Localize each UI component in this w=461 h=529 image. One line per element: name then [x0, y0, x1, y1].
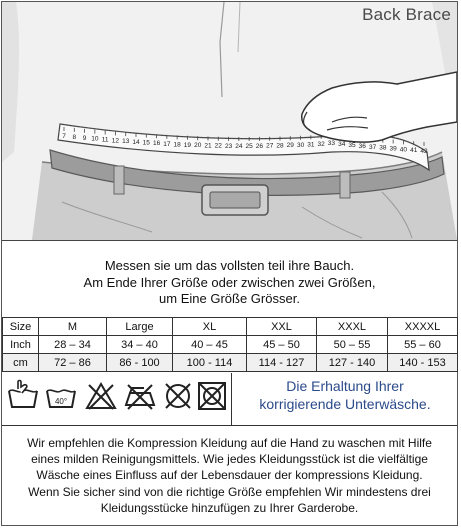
inch-row: [3, 336, 458, 354]
no-iron-icon: [122, 379, 158, 418]
recommendation-line: Wenn Sie sicher sind von die richtige Größe empfehlen Wir mindestens drei: [28, 484, 431, 499]
tape-number: 18: [173, 141, 181, 149]
tape-number: 21: [204, 142, 212, 150]
tape-number: 14: [132, 138, 140, 146]
size-cell: XXXXL: [388, 318, 458, 336]
recommendation-line: Wäsche eines Einfluss auf der Lebensdauer der kompressions Kleidung.: [36, 468, 423, 483]
recommendation-line: Kleidungsstücke hinzufügen zu Ihrer Garderobe.: [100, 500, 359, 515]
tape-number: 33: [327, 140, 336, 148]
inch-cell: 55 – 60: [388, 336, 458, 354]
tape-number: 31: [307, 141, 315, 149]
inch-cell: 34 – 40: [107, 336, 173, 354]
no-bleach-icon: [84, 379, 118, 418]
tape-number: 27: [266, 142, 274, 150]
tape-number: 30: [296, 141, 305, 149]
row-label: Size: [3, 318, 39, 336]
tape-number: 8: [72, 133, 77, 141]
tape-number: 35: [348, 141, 356, 149]
tape-number: 19: [183, 141, 192, 149]
tape-number: 40: [399, 146, 408, 154]
care-note-line: korrigierende Unterwäsche.: [259, 396, 431, 412]
cm-cell: 114 - 127: [247, 354, 317, 372]
tape-number: 34: [338, 140, 346, 148]
tape-number: 16: [152, 140, 161, 148]
inch-cell: 28 – 34: [39, 336, 107, 354]
cm-cell: 72 – 86: [39, 354, 107, 372]
instruction-line: Am Ende Ihrer Größe oder zwischen zwei Größen,: [83, 274, 376, 290]
tape-number: 29: [286, 142, 294, 150]
torso-drawing: [2, 2, 457, 240]
brand-label: Back Brace: [362, 5, 451, 24]
cm-cell: 100 - 114: [173, 354, 247, 372]
washing-recommendation: [2, 435, 457, 516]
care-note: [234, 377, 456, 413]
instruction-line: Messen sie um das vollsten teil ihre Bauch.: [104, 258, 355, 273]
row-label: cm: [3, 354, 39, 372]
recommendation-line: Wir empfehlen die Kompression Kleidung auf die Hand zu waschen mit Hilfe: [27, 436, 432, 450]
tape-number: 26: [255, 142, 264, 150]
inch-cell: 40 – 45: [173, 336, 247, 354]
tape-number: 15: [142, 139, 150, 147]
care-divider: [231, 373, 232, 425]
inch-cell: 50 – 55: [317, 336, 388, 354]
tape-number: 41: [410, 147, 418, 155]
product-info-card: [1, 1, 458, 526]
size-cell: M: [39, 318, 107, 336]
size-row: [3, 318, 458, 336]
cm-cell: 140 - 153: [388, 354, 458, 372]
wash-temperature: 40°: [54, 397, 68, 406]
tape-number: 17: [163, 140, 171, 148]
size-cell: XL: [173, 318, 247, 336]
size-chart-table: [2, 317, 458, 372]
care-section: [2, 373, 457, 426]
tape-number: 11: [101, 136, 109, 144]
tape-number: 10: [91, 135, 99, 143]
tape-number: 37: [368, 143, 377, 151]
tape-number: 23: [224, 142, 233, 150]
no-tumble-dry-icon: [195, 379, 229, 418]
measurement-instructions: [2, 258, 457, 308]
hand-wash-icon: [6, 379, 40, 418]
waist-measurement-illustration: [2, 2, 457, 241]
tape-number: 36: [358, 142, 366, 150]
tape-number: 9: [82, 134, 87, 142]
tape-number: 7: [62, 133, 66, 140]
care-note-line: Die Erhaltung Ihrer: [286, 378, 404, 394]
recommendation-line: eines milden Reinigungsmittels. Wie jedes Kleidungsstück ist die vielfältige: [31, 452, 428, 467]
cm-cell: 86 - 100: [107, 354, 173, 372]
no-dry-clean-icon: [161, 379, 195, 418]
instruction-line: um Eine Größe Grösser.: [159, 291, 300, 306]
size-cell: XXL: [247, 318, 317, 336]
tape-number: 20: [194, 142, 202, 150]
tape-number: 32: [317, 140, 325, 148]
cm-cell: 127 - 140: [317, 354, 388, 372]
tape-number: 38: [379, 144, 387, 152]
tape-number: 25: [245, 142, 253, 150]
tape-number: 13: [122, 138, 130, 146]
size-cell: XXXL: [317, 318, 388, 336]
cm-row: [3, 354, 458, 372]
size-cell: Large: [107, 318, 173, 336]
tape-number: 28: [276, 142, 284, 150]
tape-number: 12: [111, 137, 120, 145]
tape-number: 24: [235, 142, 243, 150]
inch-cell: 45 – 50: [247, 336, 317, 354]
wash-40-icon: [44, 379, 78, 418]
tape-number: 42: [420, 148, 428, 155]
tape-number: 39: [389, 145, 397, 153]
row-label: Inch: [3, 336, 39, 354]
tape-number: 22: [214, 142, 222, 150]
care-symbols: [4, 379, 231, 415]
